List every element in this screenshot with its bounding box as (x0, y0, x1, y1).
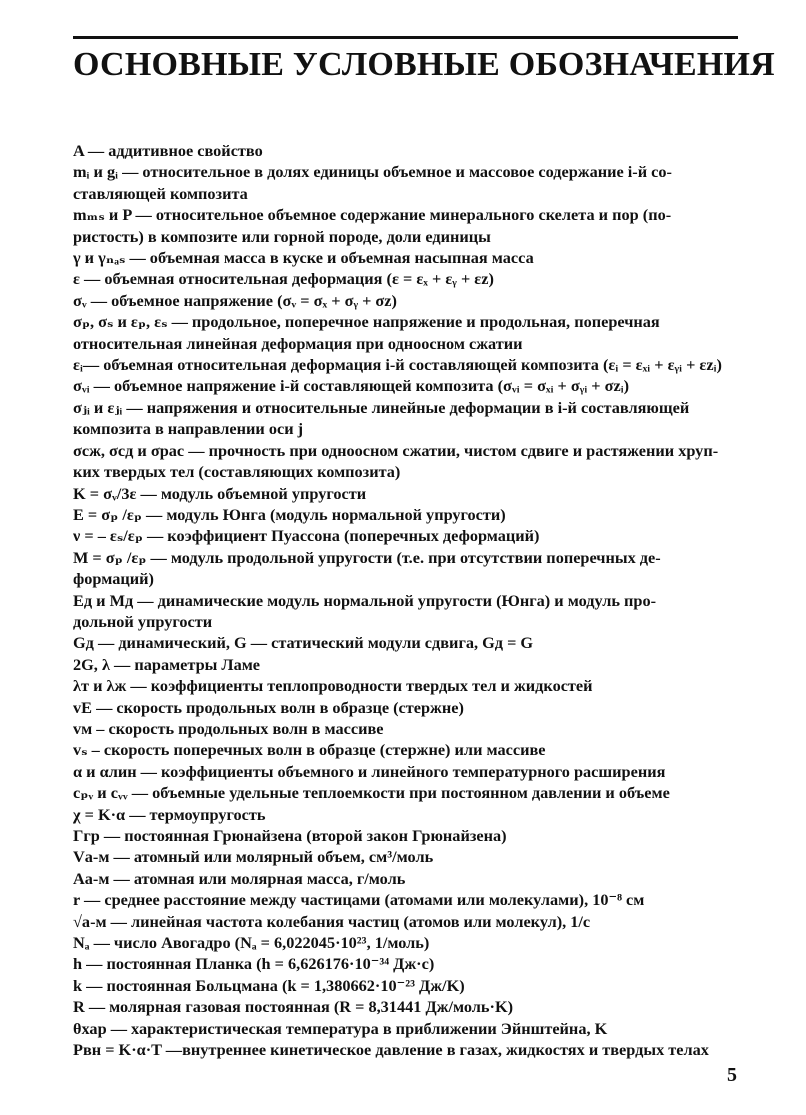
notation-line: K = σᵥ/3ε — модуль объемной упругости (73, 483, 367, 503)
notation-line: ν = – εₛ/εₚ — коэффициент Пуассона (поперечных деформаций) (73, 526, 540, 546)
notation-line: α и αлин — коэффициенты объемного и линейного температурного расширения (73, 761, 666, 781)
notation-line: mᵢ и gᵢ — относительное в долях единицы объемное и массовое содержание i-й со- (73, 162, 672, 182)
notation-line: E = σₚ /εₚ — модуль Юнга (модуль нормальной упругости) (73, 504, 506, 524)
notation-line: √а-м — линейная частота колебания частиц (атомов или молекул), 1/с (73, 911, 591, 931)
notation-line: θхар — характеристическая температура в приближении Эйнштейна, K (73, 1018, 608, 1038)
notation-line: ких твердых тел (составляющих композита) (73, 462, 401, 482)
notation-line: Pвн = K·α·T —внутреннее кинетическое давление в газах, жидкостях и твердых телах (73, 1040, 709, 1060)
notation-line: формаций) (73, 569, 154, 589)
notation-line: vм – скорость продольных волн в массиве (73, 718, 384, 738)
notation-line: ристость) в композите или горной породе, доли единицы (73, 226, 491, 246)
notation-line: σᵥᵢ — объемное напряжение i-й составляющей композита (σᵥᵢ = σₓᵢ + σᵧᵢ + σzᵢ) (73, 376, 630, 396)
notation-line: cₚᵥ и cᵥᵥ — объемные удельные теплоемкости при постоянном давлении и объеме (73, 783, 670, 803)
notation-line: σⱼᵢ и εⱼᵢ — напряжения и относительные линейные деформации в i-й составляющей (73, 397, 690, 417)
notation-line: Gд — динамический, G — статический модули сдвига, Gд = G (73, 633, 534, 653)
notation-line: R — молярная газовая постоянная (R = 8,31441 Дж/моль·K) (73, 997, 514, 1017)
notation-line: A — аддитивное свойство (73, 141, 263, 160)
notation-line: M = σₚ /εₚ — модуль продольной упругости (т.е. при отсутствии поперечных де- (73, 547, 661, 567)
notation-line: h — постоянная Планка (h = 6,626176·10⁻³⁴ Дж·с) (73, 954, 435, 974)
notation-list (73, 140, 738, 1060)
notation-line: Γгр — постоянная Грюнайзена (второй закон Грюнайзена) (73, 826, 507, 845)
notation-line: σсж, σсд и σрас — прочность при одноосном сжатии, чистом сдвиге и растяжении хруп- (73, 440, 719, 460)
notation-line: γ и γₙₐₛ — объемная масса в куске и объемная насыпная масса (73, 248, 534, 268)
notation-line: относительная линейная деформация при одноосном сжатии (73, 333, 523, 353)
notation-line: χ = K·α — термоупругость (73, 804, 266, 824)
notation-line: дольной упругости (73, 611, 213, 631)
notation-line: λт и λж — коэффициенты теплопроводности твердых тел и жидкостей (73, 676, 593, 696)
notation-line: Aа-м — атомная или молярная масса, г/моль (73, 868, 406, 888)
notation-line: ε — объемная относительная деформация (ε = εₓ + εᵧ + εz) (73, 269, 494, 289)
notation-line: Vа-м — атомный или молярный объем, см³/моль (73, 847, 434, 867)
notation-line: ставляющей композита (73, 183, 248, 203)
notation-line: mₘₛ и P — относительное объемное содержание минерального скелета и пор (по- (73, 205, 672, 225)
notation-line: Eд и Mд — динамические модуль нормальной упругости (Юнга) и модуль про- (73, 590, 657, 610)
notation-line: k — постоянная Больцмана (k = 1,380662·10⁻²³ Дж/K) (73, 975, 465, 995)
notation-line: Nₐ — число Авогадро (Nₐ = 6,022045·10²³, 1/моль) (73, 933, 430, 953)
notation-line: σₚ, σₛ и εₚ, εₛ — продольное, поперечное напряжение и продольная, поперечная (73, 312, 660, 332)
page-number: 5 (727, 1064, 737, 1086)
notation-line: σᵥ — объемное напряжение (σᵥ = σₓ + σᵧ + σz) (73, 290, 397, 310)
notation-line: vₛ – скорость поперечных волн в образце (стержне) или массиве (73, 740, 546, 760)
top-rule (73, 36, 738, 39)
page-title: ОСНОВНЫЕ УСЛОВНЫЕ ОБОЗНАЧЕНИЯ (73, 46, 775, 83)
notation-line: vE — скорость продольных волн в образце (стержне) (73, 697, 464, 717)
notation-line: композита в направлении оси j (73, 419, 304, 439)
notation-line: r — среднее расстояние между частицами (атомами или молекулами), 10⁻⁸ см (73, 890, 645, 910)
notation-line: εᵢ— объемная относительная деформация i-й составляющей композита (εᵢ = εₓᵢ + εᵧᵢ + εzᵢ) (73, 355, 722, 375)
notation-line: 2G, λ — параметры Ламе (73, 654, 261, 674)
